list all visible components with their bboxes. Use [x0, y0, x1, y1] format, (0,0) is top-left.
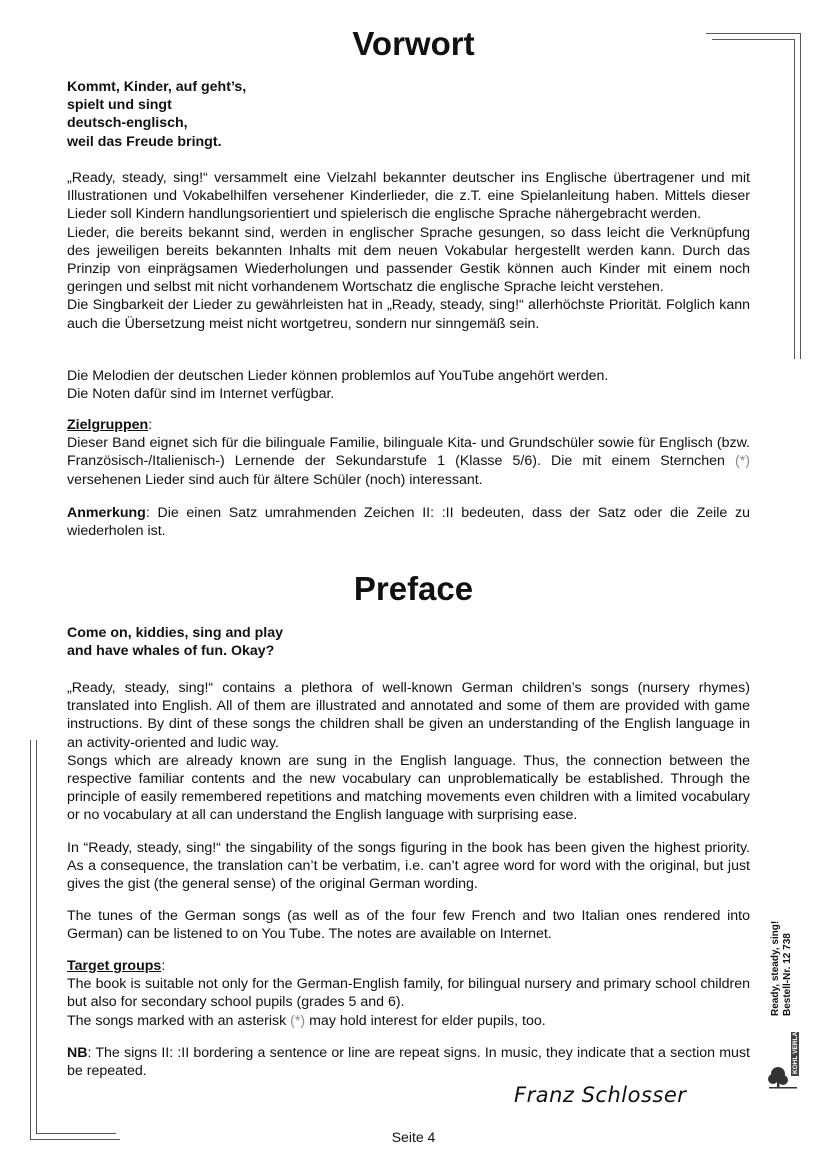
target-groups-section: Target groups: The book is suitable not only for the German-English family, for bilingual nursery and primary school children but also for secondary school pupils (grades 5 and 6). The songs marked with an asterisk (*) may hold interest for elder pupils, too.	[67, 958, 750, 1029]
anmerkung-text: : Die einen Satz umrahmenden Zeichen II: :II bedeuten, dass der Satz oder die Zeile zu wiederholen ist.	[67, 505, 750, 540]
motto-line: Come on, kiddies, sing and play	[67, 625, 284, 641]
anmerkung-section	[67, 504, 750, 540]
motto-line: deutsch-englisch,	[67, 115, 188, 132]
preface-paragraph-1: „Ready, steady, sing!“ contains a plethora of well-known German children’s songs (nursery rhymes) translated into English. All of them are illustrated and annotated and some of them are provided with game instructions. By dint of these songs the children shall be given an understanding of the English language in an activity-oriented and ludic way.	[67, 680, 750, 751]
vorwort-paragraph-1: „Ready, steady, sing!“ versammelt eine Vielzahl bekannter deutscher ins Englische übertragener und mit Illustrationen und Vokabelhilfen versehener Kinderlieder, die z.T. eine Spielanleitung haben. Mittels dieser Lieder soll Kindern handlungsorientiert und spielerisch die englische Sprache nähergebracht werden.	[67, 170, 750, 223]
motto-line: Kommt, Kinder, auf geht’s,	[67, 79, 247, 95]
preface-body	[67, 679, 750, 825]
target-groups-label: Target groups	[67, 958, 162, 974]
tree-logo-icon	[766, 1030, 800, 1092]
vorwort-paragraph-3: Die Singbarkeit der Lieder zu gewährleisten hat in „Ready, steady, sing!“ allerhöchste Priorität. Folglich kann auch die Übersetzung meist nicht wortgetreu, sondern nur sinngemäß sein.	[67, 297, 750, 332]
preface-title: Preface	[353, 570, 474, 607]
order-number: Bestell-Nr. 12 738	[782, 933, 793, 1016]
nb-label: NB	[67, 1045, 88, 1061]
zielgruppen-text-end: versehenen Lieder sind auch für ältere Schüler (noch) interessant.	[67, 471, 483, 488]
motto-line: spielt und singt	[67, 97, 172, 114]
motto-line: and have whales of fun. Okay?	[67, 643, 275, 660]
youtube-line: Die Melodien der deutschen Lieder können problemlos auf YouTube angehört werden.	[67, 368, 609, 384]
anmerkung-label: Anmerkung	[67, 505, 146, 521]
page-number: Seite 4	[391, 1129, 436, 1145]
target-groups-text: The book is suitable not only for the German-English family, for bilingual nursery and primary school children but also for secondary school pupils (grades 5 and 6).	[67, 976, 750, 1011]
author-signature: Franz Schlosser	[514, 1083, 687, 1107]
preface-paragraph-4: The tunes of the German songs (as well as of the four few French and two Italian ones rendered into German) can be listened to on You Tube. The notes are available on Internet.	[67, 908, 750, 943]
notes-line: Die Noten dafür sind im Internet verfügbar.	[67, 386, 335, 403]
vorwort-paragraph-2: Lieder, die bereits bekannt sind, werden in englischer Sprache gesungen, so dass leicht die Verknüpfung des jeweiligen bereits bekannten Inhalts mit dem neuen Vokabular hergestellt werden kann. Durch das Prinzip von einprägsamen Wiederholungen und passender Gestik können auch Kinder mit einem noch geringen und selbst mit nicht vorhandenem Wortschatz die englische Sprache leicht verstehen.	[67, 224, 750, 296]
vorwort-body	[67, 169, 750, 333]
preface-motto	[67, 624, 750, 660]
vorwort-motto	[67, 78, 750, 151]
preface-paragraph-3: In “Ready, steady, sing!“ the singability of the songs figuring in the book has been given the highest priority. As a consequence, the translation can’t be verbatim, i.e. can’t agree word for word with the original, but just gives the gist (the general sense) of the original German wording.	[67, 840, 750, 893]
zielgruppen-label: Zielgruppen	[67, 417, 149, 433]
zielgruppen-section: Zielgruppen: Dieser Band eignet sich für die bilinguale Familie, bilinguale Kita- und Grundschüler sowie für Englisch (bzw. Französisch-/Italienisch-) Lernende der Sekundarstufe 1 (Klasse 5/6). Die mit einem Sternchen (*) versehenen Lieder sind auch für ältere Schüler (noch) interessant.	[67, 417, 750, 488]
vorwort-youtube-note	[67, 367, 750, 403]
motto-line: weil das Freude bringt.	[67, 133, 222, 150]
asterisk-text: The songs marked with an asterisk	[67, 1012, 287, 1029]
svg-text:KOHL VERLAG: KOHL VERLAG	[792, 1030, 799, 1074]
series-side-label	[770, 912, 796, 1016]
publisher-logo	[766, 1030, 800, 1092]
series-title: Ready, steady, sing!	[770, 920, 781, 1016]
nb-text: : The signs II: :II bordering a sentence or line are repeat signs. In music, they indicate that a section must be repeated.	[67, 1045, 750, 1080]
vorwort-title: Vorwort	[352, 25, 475, 62]
asterisk-marker: (*)	[290, 1012, 306, 1029]
nb-section	[67, 1044, 750, 1080]
asterisk-text-end: may hold interest for elder pupils, too.	[309, 1012, 546, 1029]
asterisk-marker: (*)	[735, 453, 750, 470]
preface-paragraph-2: Songs which are already known are sung in the English language. Thus, the connection between the respective familiar contents and the new vocabulary can unproblematically be established. Through the principle of easily remembered repetitions and matching movements even children with a limited vocabulary or no vocabulary at all can understand the English language with surprising ease.	[67, 752, 750, 824]
zielgruppen-text: Dieser Band eignet sich für die bilinguale Familie, bilinguale Kita- und Grundschüler sowie für Englisch (bzw. Französisch-/Italienisch-) Lernende der Sekundarstufe 1 (Klasse 5/6). Die mit einem Sternchen	[67, 435, 750, 470]
